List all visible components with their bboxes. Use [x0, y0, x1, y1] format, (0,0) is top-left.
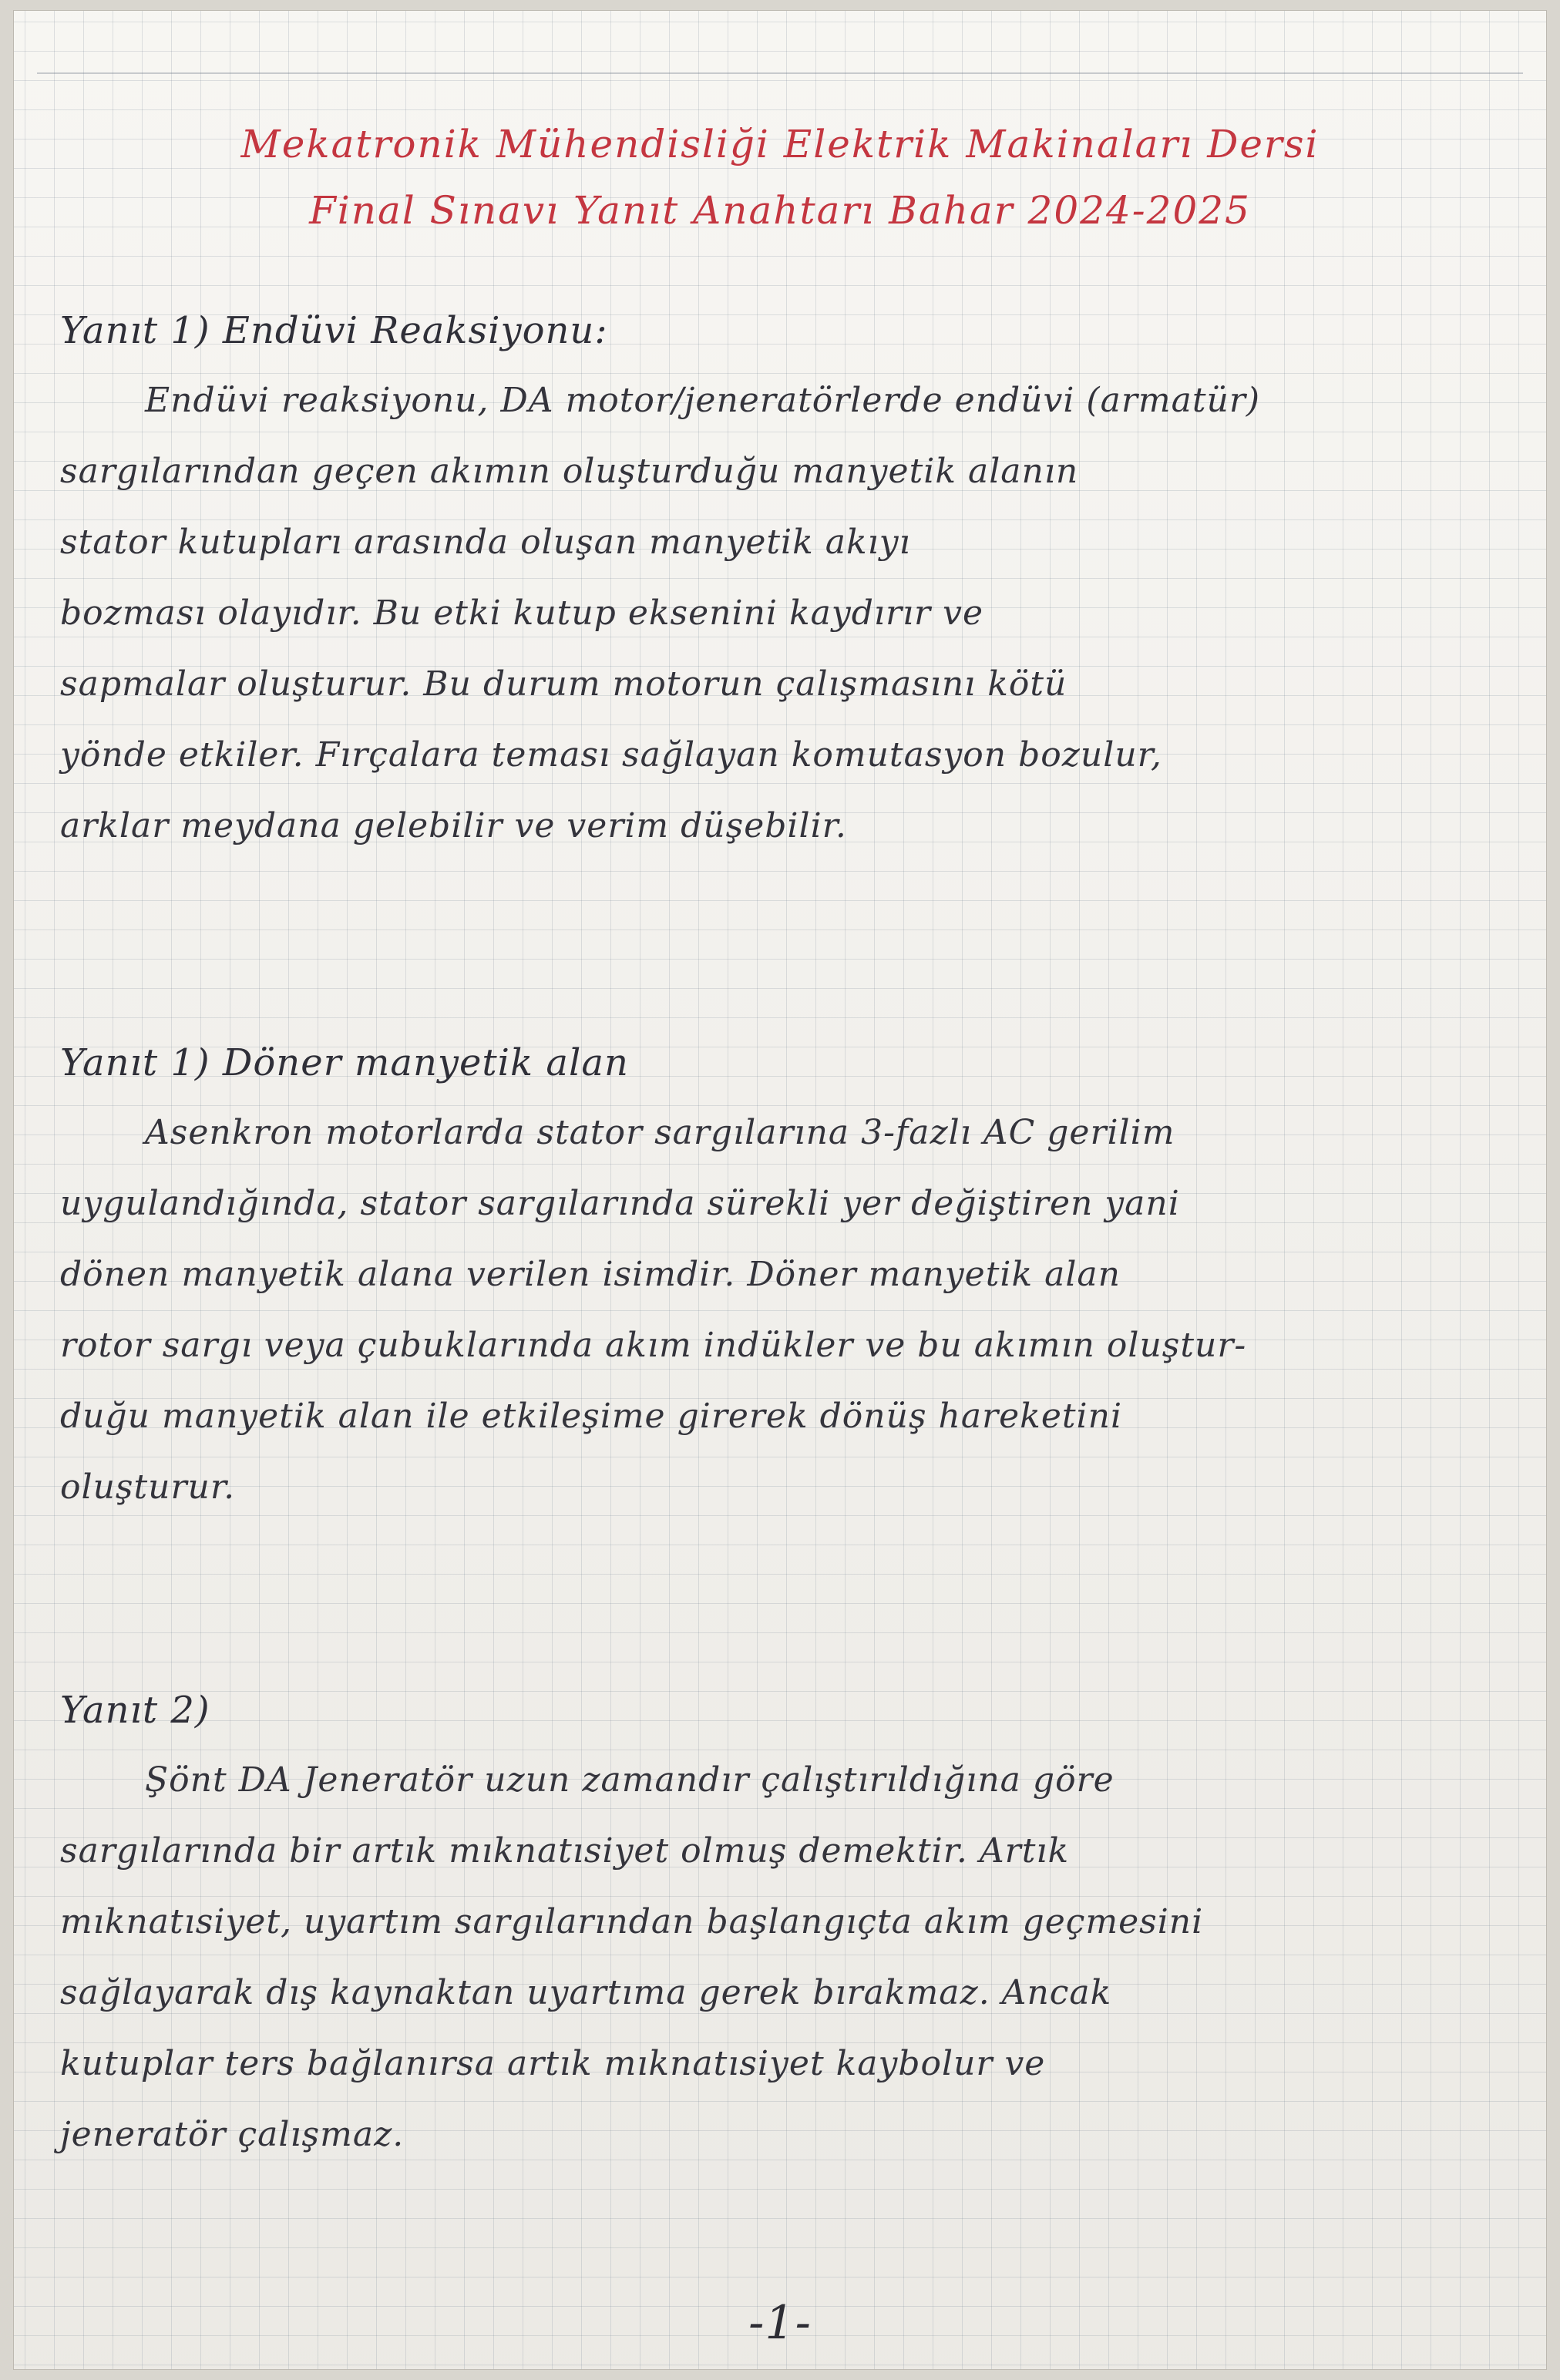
- document-subtitle: Final Sınavı Yanıt Anahtarı Bahar 2024-2025: [309, 188, 1251, 233]
- answer-line: bozması olayıdır. Bu etki kutup eksenini kaydırır ve: [60, 593, 983, 633]
- answer-line: rotor sargı veya çubuklarında akım indükler ve bu akımın oluştur-: [60, 1326, 1247, 1365]
- page-number: -1-: [748, 2296, 812, 2350]
- answer-heading: Yanıt 1) Döner manyetik alan: [60, 1041, 629, 1084]
- answer-line: mıknatısiyet, uyartım sargılarından başlangıçta akım geçmesini: [60, 1902, 1204, 1941]
- document-title: Mekatronik Mühendisliği Elektrik Makinaları Dersi: [240, 122, 1320, 166]
- answer-line: stator kutupları arasında oluşan manyetik akıyı: [60, 523, 911, 562]
- answer-line: duğu manyetik alan ile etkileşime girerek dönüş hareketini: [60, 1397, 1123, 1436]
- answer-line: yönde etkiler. Fırçalara teması sağlayan komutasyon bozulur,: [60, 735, 1162, 775]
- answer-section-3: [60, 1676, 1509, 2170]
- answer-section-2: [60, 1028, 1509, 1523]
- answer-line: sargılarında bir artık mıknatısiyet olmuş demektir. Artık: [60, 1831, 1070, 1871]
- answer-line: arklar meydana gelebilir ve verim düşebilir.: [60, 806, 847, 845]
- answer-line: oluşturur.: [60, 1467, 236, 1507]
- answer-line: sargılarından geçen akımın oluşturduğu manyetik alanın: [60, 452, 1079, 491]
- exam-answer-sheet: [14, 11, 1546, 2369]
- answer-line: sağlayarak dış kaynaktan uyartıma gerek bırakmaz. Ancak: [60, 1973, 1112, 2012]
- answer-line: uygulandığında, stator sargılarında sürekli yer değiştiren yani: [60, 1184, 1180, 1223]
- answer-line: Endüvi reaksiyonu, DA motor/jeneratörlerde endüvi (armatür): [145, 381, 1261, 420]
- answer-line: jeneratör çalışmaz.: [60, 2115, 405, 2154]
- answer-line: sapmalar oluşturur. Bu durum motorun çalışmasını kötü: [60, 664, 1067, 704]
- answer-section-1: [60, 296, 1509, 862]
- answer-heading: Yanıt 1) Endüvi Reaksiyonu:: [60, 309, 608, 352]
- answer-line: Asenkron motorlarda stator sargılarına 3-fazlı AC gerilim: [145, 1113, 1175, 1152]
- answer-heading: Yanıt 2): [60, 1689, 210, 1732]
- answer-line: Şönt DA Jeneratör uzun zamandır çalıştırıldığına göre: [145, 1760, 1115, 1800]
- answer-line: kutuplar ters bağlanırsa artık mıknatısiyet kaybolur ve: [60, 2044, 1046, 2083]
- answer-line: dönen manyetik alana verilen isimdir. Döner manyetik alan: [60, 1255, 1121, 1294]
